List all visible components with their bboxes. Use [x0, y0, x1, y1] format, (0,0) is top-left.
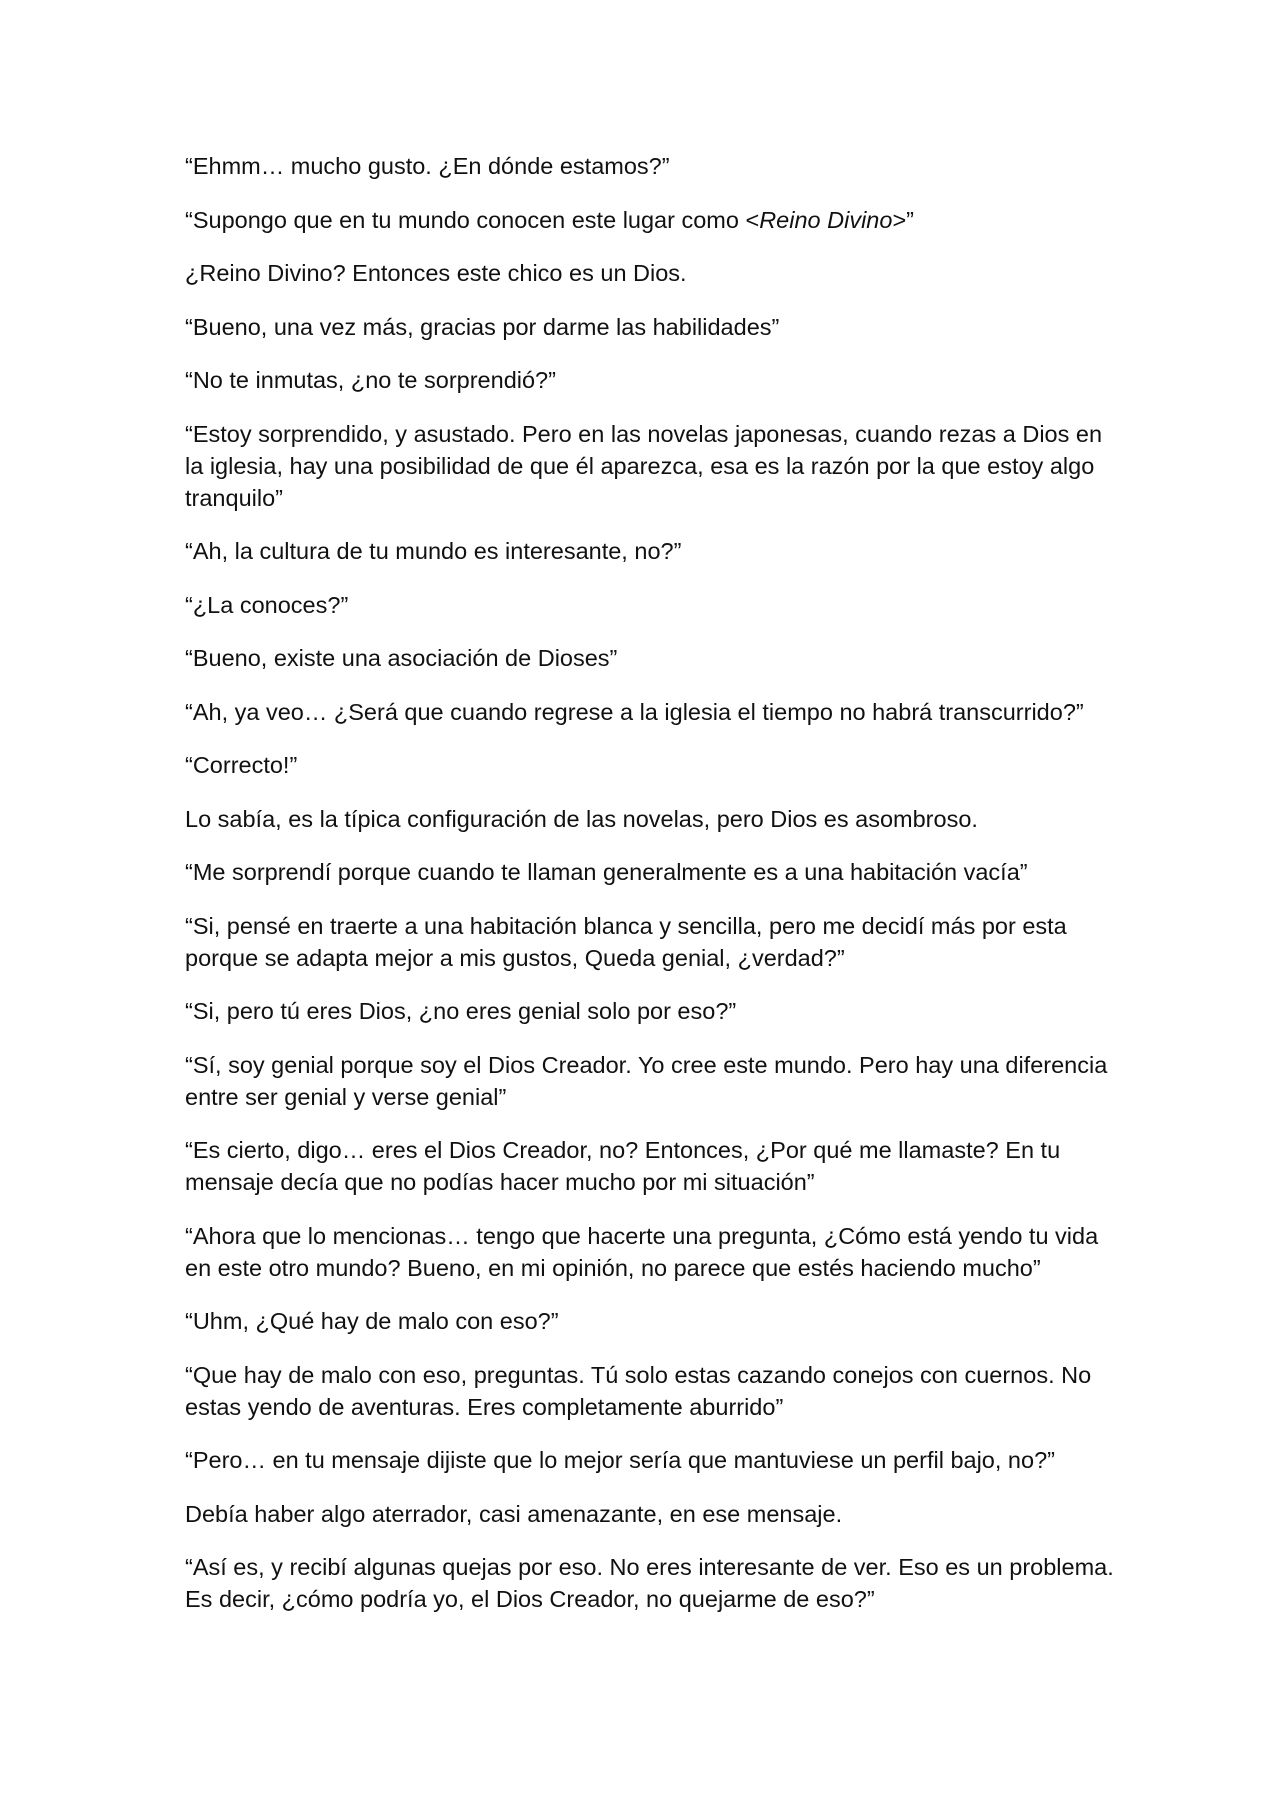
- document-body: [185, 150, 1115, 1637]
- paragraph: “Así es, y recibí algunas quejas por eso. No eres interesante de ver. Eso es un problema. Es decir, ¿cómo podría yo, el Dios Creador, no quejarme de eso?”: [185, 1554, 1114, 1612]
- paragraph: “Correcto!”: [185, 752, 298, 778]
- paragraph: “Sí, soy genial porque soy el Dios Creador. Yo cree este mundo. Pero hay una diferencia entre ser genial y verse genial”: [185, 1051, 1108, 1110]
- paragraph: “Ehmm… mucho gusto. ¿En dónde estamos?”: [185, 153, 670, 179]
- paragraph: [185, 204, 1115, 236]
- paragraph: “Ahora que lo mencionas… tengo que hacerte una pregunta, ¿Cómo está yendo tu vida en este otro mundo? Bueno, en mi opinión, no parece que estés haciendo mucho”: [185, 1222, 1099, 1281]
- paragraph: “¿La conoces?”: [185, 591, 349, 618]
- paragraph: “Ah, la cultura de tu mundo es interesante, no?”: [185, 538, 682, 564]
- paragraph: “Uhm, ¿Qué hay de malo con eso?”: [185, 1308, 559, 1334]
- paragraph: “Que hay de malo con eso, preguntas. Tú solo estas cazando conejos con cuernos. No estas yendo de aventuras. Eres completamente aburrido”: [185, 1361, 1092, 1420]
- paragraph: “Bueno, existe una asociación de Dioses”: [185, 645, 618, 671]
- paragraph: Lo sabía, es la típica configuración de las novelas, pero Dios es asombroso.: [185, 805, 978, 832]
- paragraph: “Ah, ya veo… ¿Será que cuando regrese a la iglesia el tiempo no habrá transcurrido?”: [185, 698, 1084, 725]
- paragraph: “No te inmutas, ¿no te sorprendió?”: [185, 367, 556, 393]
- paragraph: “Estoy sorprendido, y asustado. Pero en las novelas japonesas, cuando rezas a Dios en la iglesia, hay una posibilidad de que él aparezca, esa es la razón por la que estoy algo tranquilo”: [185, 420, 1103, 511]
- paragraph: “Pero… en tu mensaje dijiste que lo mejor sería que mantuviese un perfil bajo, no?”: [185, 1447, 1055, 1473]
- paragraph: “Es cierto, digo… eres el Dios Creador, no? Entonces, ¿Por qué me llamaste? En tu mensaje decía que no podías hacer mucho por mi situación”: [185, 1137, 1061, 1195]
- paragraph-italic-text: Reino Divino: [759, 206, 893, 233]
- paragraph: “Bueno, una vez más, gracias por darme las habilidades”: [185, 313, 780, 340]
- paragraph: “Si, pensé en traerte a una habitación blanca y sencilla, pero me decidí más por esta porque se adapta mejor a mis gustos, Queda genial, ¿verdad?”: [185, 912, 1067, 971]
- paragraph: ¿Reino Divino? Entonces este chico es un Dios.: [185, 260, 687, 286]
- paragraph: Debía haber algo aterrador, casi amenazante, en ese mensaje.: [185, 1500, 843, 1527]
- paragraph: “Me sorprendí porque cuando te llaman generalmente es a una habitación vacía”: [185, 859, 1028, 885]
- paragraph: “Si, pero tú eres Dios, ¿no eres genial solo por eso?”: [185, 998, 737, 1024]
- paragraph-text: “Supongo que en tu mundo conocen este lugar como <: [185, 206, 760, 233]
- paragraph-text: >”: [892, 206, 914, 233]
